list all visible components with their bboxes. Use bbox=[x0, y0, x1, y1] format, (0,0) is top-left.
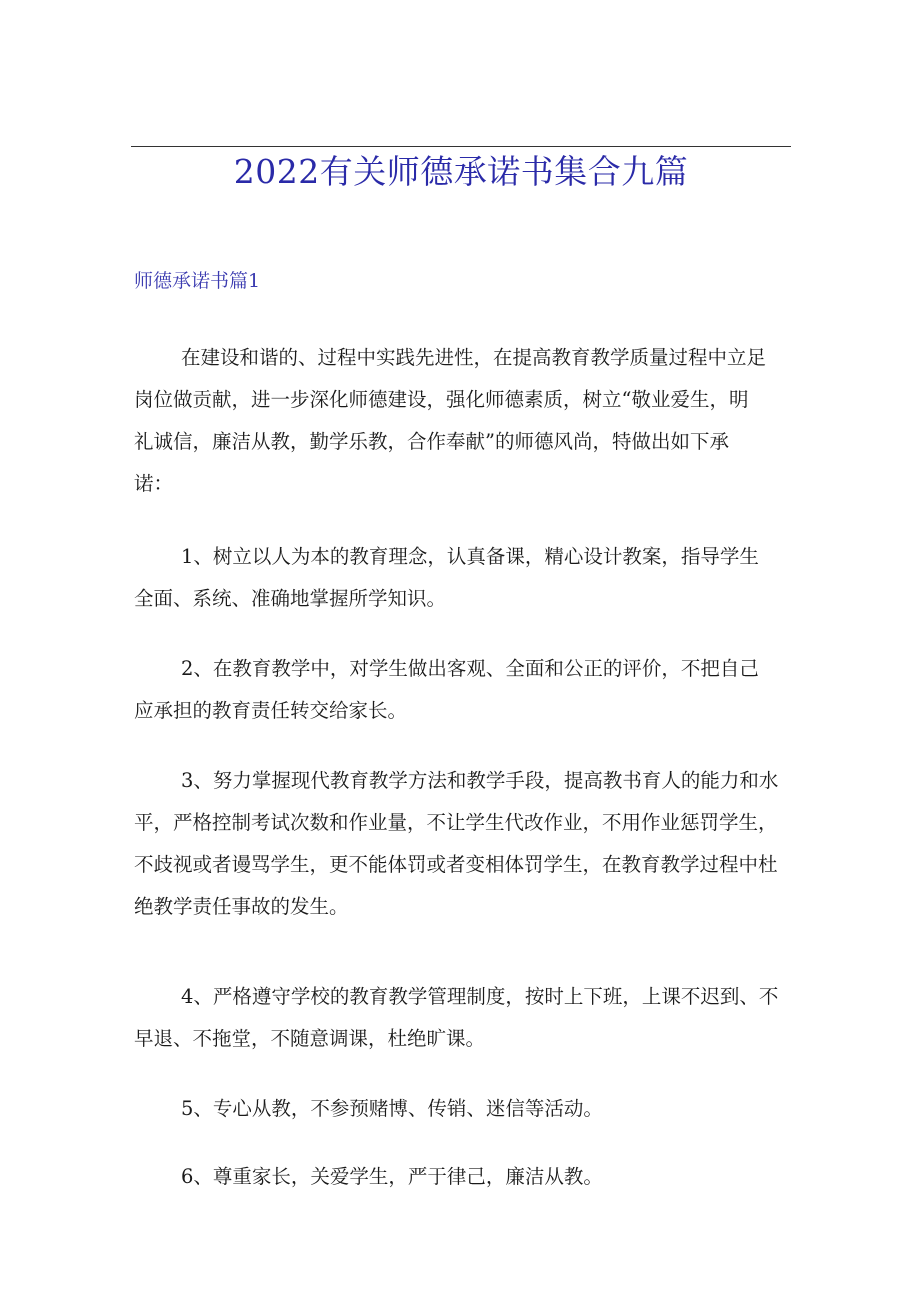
paragraph-line: 在建设和谐的、过程中实践先进性，在提高教育教学质量过程中立足 bbox=[181, 346, 767, 369]
header-rule bbox=[131, 146, 791, 147]
section-heading: 师德承诺书篇1 bbox=[134, 270, 261, 292]
paragraph-line: 2、在教育教学中，对学生做出客观、全面和公正的评价，不把自己 bbox=[181, 657, 759, 680]
paragraph-line: 早退、不拖堂，不随意调课，杜绝旷课。 bbox=[134, 1027, 486, 1050]
paragraph-item-5 bbox=[134, 1088, 794, 1130]
paragraph-line: 6、尊重家长，关爱学生，严于律己，廉洁从教。 bbox=[181, 1165, 603, 1188]
paragraph-line: 5、专心从教，不参预赌博、传销、迷信等活动。 bbox=[181, 1097, 603, 1120]
paragraph-line: 不歧视或者谩骂学生，更不能体罚或者变相体罚学生，在教育教学过程中杜 bbox=[134, 853, 778, 876]
paragraph-line: 平，严格控制考试次数和作业量，不让学生代改作业，不用作业惩罚学生， bbox=[134, 811, 778, 834]
paragraph-line: 应承担的教育责任转交给家长。 bbox=[134, 699, 408, 722]
paragraph-line: 3、努力掌握现代教育教学方法和教学手段，提高教书育人的能力和水 bbox=[181, 769, 779, 792]
paragraph-line: 4、严格遵守学校的教育教学管理制度，按时上下班，上课不迟到、不 bbox=[181, 985, 779, 1008]
paragraph-line: 礼诚信，廉洁从教，勤学乐教，合作奉献”的师德风尚，特做出如下承 bbox=[134, 430, 729, 453]
paragraph-line: 1、树立以人为本的教育理念，认真备课，精心设计教案，指导学生 bbox=[181, 545, 759, 568]
paragraph-line: 诺： bbox=[134, 472, 174, 495]
paragraph-line: 岗位做贡献，进一步深化师德建设，强化师德素质，树立“敬业爱生，明 bbox=[134, 388, 749, 411]
paragraph-item-2 bbox=[134, 648, 794, 732]
paragraph-line: 全面、系统、准确地掌握所学知识。 bbox=[134, 587, 447, 610]
paragraph-line: 绝教学责任事故的发生。 bbox=[134, 895, 349, 918]
paragraph-item-4 bbox=[134, 976, 794, 1060]
paragraph-item-3 bbox=[134, 760, 794, 928]
paragraph-intro bbox=[134, 337, 794, 505]
paragraph-item-1 bbox=[134, 536, 794, 620]
paragraph-item-6 bbox=[134, 1156, 794, 1198]
document-title: 2022有关师德承诺书集合九篇 bbox=[233, 152, 689, 191]
